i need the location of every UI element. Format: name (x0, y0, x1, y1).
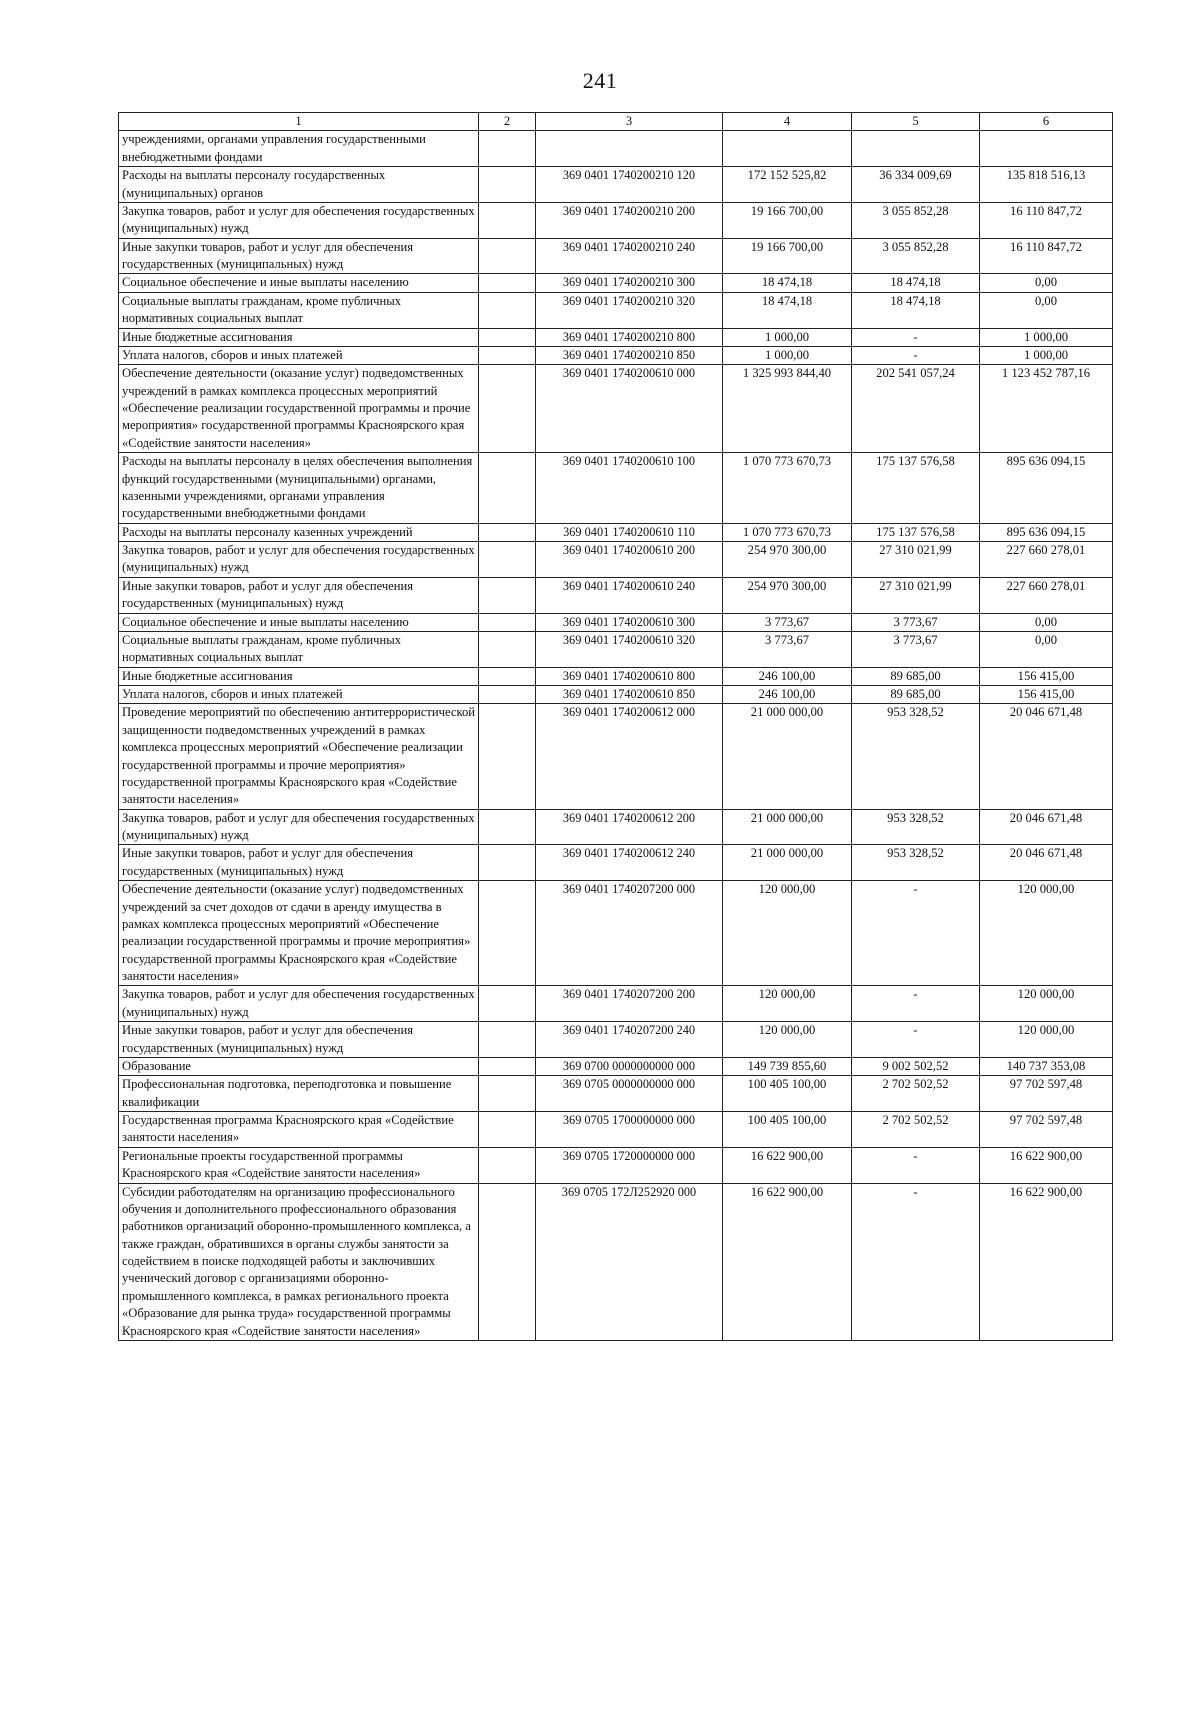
empty-cell (479, 1076, 536, 1112)
row-value-cell (723, 131, 852, 167)
row-value-cell: 156 415,00 (980, 686, 1113, 704)
row-value-cell: 3 773,67 (852, 613, 980, 631)
row-name-cell: учреждениями, органами управления государственными внебюджетными фондами (119, 131, 479, 167)
page-number: 241 (582, 68, 618, 93)
row-code-cell: 369 0700 0000000000 000 (536, 1057, 723, 1075)
row-name-cell: Обеспечение деятельности (оказание услуг) подведомственных учреждений в рамках комплекса процессных мероприятий «Обеспечение реализации государственной программы и прочие мероприятия» государственной программы Красноярского края «Содействие занятости населения» (119, 365, 479, 453)
row-value-cell: 36 334 009,69 (852, 167, 980, 203)
empty-cell (479, 577, 536, 613)
column-header: 2 (479, 113, 536, 131)
row-name-cell: Иные закупки товаров, работ и услуг для обеспечения государственных (муниципальных) нужд (119, 845, 479, 881)
row-name-cell: Закупка товаров, работ и услуг для обеспечения государственных (муниципальных) нужд (119, 809, 479, 845)
row-value-cell: 21 000 000,00 (723, 809, 852, 845)
empty-cell (479, 613, 536, 631)
row-code-cell: 369 0401 1740200210 850 (536, 346, 723, 364)
row-value-cell: 1 000,00 (980, 328, 1113, 346)
empty-cell (479, 202, 536, 238)
row-name-cell: Социальное обеспечение и иные выплаты населению (119, 613, 479, 631)
row-value-cell: 1 070 773 670,73 (723, 523, 852, 541)
column-header: 1 (119, 113, 479, 131)
empty-cell (479, 704, 536, 809)
row-value-cell: 1 000,00 (723, 346, 852, 364)
row-value-cell: 97 702 597,48 (980, 1112, 1113, 1148)
column-header: 6 (980, 113, 1113, 131)
row-value-cell: 3 773,67 (723, 631, 852, 667)
row-value-cell: 3 055 852,28 (852, 202, 980, 238)
header-row (119, 113, 1113, 131)
row-value-cell: 149 739 855,60 (723, 1057, 852, 1075)
row-value-cell: 27 310 021,99 (852, 542, 980, 578)
row-name-cell: Региональные проекты государственной программы Красноярского края «Содействие занятости населения» (119, 1147, 479, 1183)
row-value-cell: 3 055 852,28 (852, 238, 980, 274)
table-row (119, 292, 1113, 328)
row-value-cell: - (852, 986, 980, 1022)
empty-cell (479, 167, 536, 203)
row-value-cell: 1 000,00 (723, 328, 852, 346)
row-value-cell: 20 046 671,48 (980, 809, 1113, 845)
row-code-cell: 369 0401 1740200610 300 (536, 613, 723, 631)
row-value-cell: 89 685,00 (852, 667, 980, 685)
empty-cell (479, 881, 536, 986)
row-name-cell: Иные закупки товаров, работ и услуг для обеспечения государственных (муниципальных) нужд (119, 238, 479, 274)
row-value-cell: 0,00 (980, 631, 1113, 667)
row-value-cell: 953 328,52 (852, 809, 980, 845)
empty-cell (479, 292, 536, 328)
row-code-cell: 369 0401 1740200210 300 (536, 274, 723, 292)
row-code-cell: 369 0705 0000000000 000 (536, 1076, 723, 1112)
row-value-cell: 1 000,00 (980, 346, 1113, 364)
row-code-cell: 369 0401 1740200610 100 (536, 453, 723, 524)
empty-cell (479, 1112, 536, 1148)
table-row (119, 845, 1113, 881)
row-code-cell: 369 0401 1740200610 110 (536, 523, 723, 541)
row-value-cell: 254 970 300,00 (723, 577, 852, 613)
table-row (119, 453, 1113, 524)
table-row (119, 365, 1113, 453)
row-value-cell: 953 328,52 (852, 704, 980, 809)
table-row (119, 704, 1113, 809)
row-value-cell: 246 100,00 (723, 667, 852, 685)
row-code-cell: 369 0401 1740200612 240 (536, 845, 723, 881)
row-name-cell: Обеспечение деятельности (оказание услуг) подведомственных учреждений за счет доходов от сдачи в аренду имущества в рамках комплекса процессных мероприятий «Обеспечение реализации государственной программы и прочие мероприятия» государственной программы Красноярского края «Содействие занятости населения» (119, 881, 479, 986)
column-header: 5 (852, 113, 980, 131)
row-value-cell: 246 100,00 (723, 686, 852, 704)
empty-cell (479, 346, 536, 364)
empty-cell (479, 1147, 536, 1183)
row-value-cell: 120 000,00 (980, 986, 1113, 1022)
row-value-cell: 16 110 847,72 (980, 238, 1113, 274)
row-code-cell: 369 0401 1740200610 240 (536, 577, 723, 613)
row-name-cell: Закупка товаров, работ и услуг для обеспечения государственных (муниципальных) нужд (119, 542, 479, 578)
table-row (119, 631, 1113, 667)
row-value-cell: 1 070 773 670,73 (723, 453, 852, 524)
row-value-cell: 20 046 671,48 (980, 704, 1113, 809)
row-name-cell: Социальные выплаты гражданам, кроме публичных нормативных социальных выплат (119, 292, 479, 328)
row-code-cell: 369 0401 1740200610 200 (536, 542, 723, 578)
row-value-cell: 227 660 278,01 (980, 542, 1113, 578)
table-row (119, 1147, 1113, 1183)
row-code-cell: 369 0401 1740200210 120 (536, 167, 723, 203)
row-name-cell: Расходы на выплаты персоналу государственных (муниципальных) органов (119, 167, 479, 203)
row-value-cell: 227 660 278,01 (980, 577, 1113, 613)
table-row (119, 131, 1113, 167)
row-name-cell: Социальные выплаты гражданам, кроме публичных нормативных социальных выплат (119, 631, 479, 667)
empty-cell (479, 542, 536, 578)
budget-table (118, 112, 1113, 1341)
row-code-cell: 369 0401 1740200612 000 (536, 704, 723, 809)
table-row (119, 986, 1113, 1022)
row-code-cell: 369 0401 1740200610 320 (536, 631, 723, 667)
row-value-cell: 172 152 525,82 (723, 167, 852, 203)
row-value-cell: 16 622 900,00 (980, 1147, 1113, 1183)
row-value-cell: 175 137 576,58 (852, 523, 980, 541)
empty-cell (479, 238, 536, 274)
row-value-cell: 3 773,67 (723, 613, 852, 631)
row-value-cell: 202 541 057,24 (852, 365, 980, 453)
row-code-cell: 369 0401 1740200610 800 (536, 667, 723, 685)
row-value-cell: 140 737 353,08 (980, 1057, 1113, 1075)
row-name-cell: Проведение мероприятий по обеспечению антитеррористической защищенности подведомственных учреждений в рамках комплекса процессных мероприятий «Обеспечение реализации государственной программы и прочие мероприятия» государственной программы Красноярского края «Содействие занятости населения» (119, 704, 479, 809)
row-name-cell: Субсидии работодателям на организацию профессионального обучения и дополнительного профессионального образования работников организаций оборонно-промышленного комплекса, а также граждан, обратившихся в органы службы занятости за содействием в поиске подходящей работы и заключивших ученический договор с организациями оборонно-промышленного комплекса, в рамках регионального проекта «Образование для рынка труда» государственной программы Красноярского края «Содействие занятости населения» (119, 1183, 479, 1340)
row-value-cell: 21 000 000,00 (723, 704, 852, 809)
row-code-cell: 369 0401 1740200210 200 (536, 202, 723, 238)
empty-cell (479, 131, 536, 167)
table-row (119, 523, 1113, 541)
row-name-cell: Профессиональная подготовка, переподготовка и повышение квалификации (119, 1076, 479, 1112)
row-value-cell: 175 137 576,58 (852, 453, 980, 524)
row-value-cell: 895 636 094,15 (980, 523, 1113, 541)
row-value-cell: 9 002 502,52 (852, 1057, 980, 1075)
table-row (119, 667, 1113, 685)
empty-cell (479, 809, 536, 845)
table-row (119, 613, 1113, 631)
empty-cell (479, 1183, 536, 1340)
row-value-cell: 120 000,00 (980, 1022, 1113, 1058)
row-value-cell: 18 474,18 (723, 292, 852, 328)
row-name-cell: Расходы на выплаты персоналу в целях обеспечения выполнения функций государственными (муниципальными) органами, казенными учреждениями, органами управления государственными внебюджетными фондами (119, 453, 479, 524)
table-row (119, 686, 1113, 704)
row-value-cell: 97 702 597,48 (980, 1076, 1113, 1112)
column-header: 4 (723, 113, 852, 131)
row-value-cell: - (852, 346, 980, 364)
row-value-cell: 21 000 000,00 (723, 845, 852, 881)
row-value-cell: - (852, 328, 980, 346)
table-row (119, 1112, 1113, 1148)
row-value-cell: 3 773,67 (852, 631, 980, 667)
row-value-cell: 2 702 502,52 (852, 1112, 980, 1148)
row-value-cell: 19 166 700,00 (723, 238, 852, 274)
row-value-cell: 120 000,00 (980, 881, 1113, 986)
table-row (119, 577, 1113, 613)
row-name-cell: Уплата налогов, сборов и иных платежей (119, 686, 479, 704)
row-value-cell: 120 000,00 (723, 1022, 852, 1058)
row-value-cell: 89 685,00 (852, 686, 980, 704)
row-value-cell: 16 110 847,72 (980, 202, 1113, 238)
row-name-cell: Иные закупки товаров, работ и услуг для обеспечения государственных (муниципальных) нужд (119, 577, 479, 613)
row-code-cell: 369 0401 1740200210 240 (536, 238, 723, 274)
empty-cell (479, 631, 536, 667)
table-row (119, 1022, 1113, 1058)
row-value-cell: - (852, 1183, 980, 1340)
table-row (119, 238, 1113, 274)
table-row (119, 1183, 1113, 1340)
empty-cell (479, 1022, 536, 1058)
row-code-cell: 369 0401 1740207200 200 (536, 986, 723, 1022)
row-name-cell: Социальное обеспечение и иные выплаты населению (119, 274, 479, 292)
column-header: 3 (536, 113, 723, 131)
row-code-cell: 369 0401 1740200610 850 (536, 686, 723, 704)
table-row (119, 1057, 1113, 1075)
row-name-cell: Расходы на выплаты персоналу казенных учреждений (119, 523, 479, 541)
row-code-cell (536, 131, 723, 167)
row-code-cell: 369 0401 1740200210 320 (536, 292, 723, 328)
table-row (119, 346, 1113, 364)
row-value-cell: 27 310 021,99 (852, 577, 980, 613)
row-name-cell: Образование (119, 1057, 479, 1075)
empty-cell (479, 328, 536, 346)
row-code-cell: 369 0401 1740207200 000 (536, 881, 723, 986)
empty-cell (479, 365, 536, 453)
row-value-cell: 18 474,18 (723, 274, 852, 292)
row-value-cell: 953 328,52 (852, 845, 980, 881)
row-value-cell: 100 405 100,00 (723, 1112, 852, 1148)
empty-cell (479, 274, 536, 292)
empty-cell (479, 523, 536, 541)
table-row (119, 328, 1113, 346)
table-row (119, 274, 1113, 292)
row-name-cell: Уплата налогов, сборов и иных платежей (119, 346, 479, 364)
empty-cell (479, 845, 536, 881)
empty-cell (479, 686, 536, 704)
row-value-cell (852, 131, 980, 167)
row-value-cell: - (852, 881, 980, 986)
row-name-cell: Иные бюджетные ассигнования (119, 667, 479, 685)
table-row (119, 167, 1113, 203)
empty-cell (479, 1057, 536, 1075)
row-name-cell: Закупка товаров, работ и услуг для обеспечения государственных (муниципальных) нужд (119, 202, 479, 238)
row-value-cell: 16 622 900,00 (723, 1147, 852, 1183)
table-row (119, 542, 1113, 578)
row-value-cell: 100 405 100,00 (723, 1076, 852, 1112)
row-value-cell: 18 474,18 (852, 274, 980, 292)
row-value-cell: 0,00 (980, 613, 1113, 631)
row-code-cell: 369 0705 172Л252920 000 (536, 1183, 723, 1340)
row-value-cell: 16 622 900,00 (980, 1183, 1113, 1340)
table-row (119, 809, 1113, 845)
empty-cell (479, 986, 536, 1022)
row-value-cell (980, 131, 1113, 167)
row-value-cell: 135 818 516,13 (980, 167, 1113, 203)
row-value-cell: 0,00 (980, 274, 1113, 292)
row-value-cell: 18 474,18 (852, 292, 980, 328)
row-name-cell: Иные бюджетные ассигнования (119, 328, 479, 346)
row-name-cell: Закупка товаров, работ и услуг для обеспечения государственных (муниципальных) нужд (119, 986, 479, 1022)
row-code-cell: 369 0401 1740207200 240 (536, 1022, 723, 1058)
row-value-cell: 19 166 700,00 (723, 202, 852, 238)
empty-cell (479, 667, 536, 685)
row-value-cell: 1 325 993 844,40 (723, 365, 852, 453)
row-value-cell: 16 622 900,00 (723, 1183, 852, 1340)
table-row (119, 202, 1113, 238)
row-value-cell: 120 000,00 (723, 986, 852, 1022)
table-row (119, 1076, 1113, 1112)
empty-cell (479, 453, 536, 524)
row-value-cell: 0,00 (980, 292, 1113, 328)
row-code-cell: 369 0401 1740200610 000 (536, 365, 723, 453)
table-row (119, 881, 1113, 986)
row-value-cell: 254 970 300,00 (723, 542, 852, 578)
row-value-cell: 1 123 452 787,16 (980, 365, 1113, 453)
row-code-cell: 369 0401 1740200210 800 (536, 328, 723, 346)
row-code-cell: 369 0705 1700000000 000 (536, 1112, 723, 1148)
row-name-cell: Иные закупки товаров, работ и услуг для обеспечения государственных (муниципальных) нужд (119, 1022, 479, 1058)
row-value-cell: 156 415,00 (980, 667, 1113, 685)
row-value-cell: 2 702 502,52 (852, 1076, 980, 1112)
row-value-cell: 20 046 671,48 (980, 845, 1113, 881)
row-value-cell: 120 000,00 (723, 881, 852, 986)
row-value-cell: - (852, 1022, 980, 1058)
row-value-cell: - (852, 1147, 980, 1183)
row-code-cell: 369 0705 1720000000 000 (536, 1147, 723, 1183)
row-code-cell: 369 0401 1740200612 200 (536, 809, 723, 845)
table-body (119, 131, 1113, 1341)
row-name-cell: Государственная программа Красноярского края «Содействие занятости населения» (119, 1112, 479, 1148)
row-value-cell: 895 636 094,15 (980, 453, 1113, 524)
